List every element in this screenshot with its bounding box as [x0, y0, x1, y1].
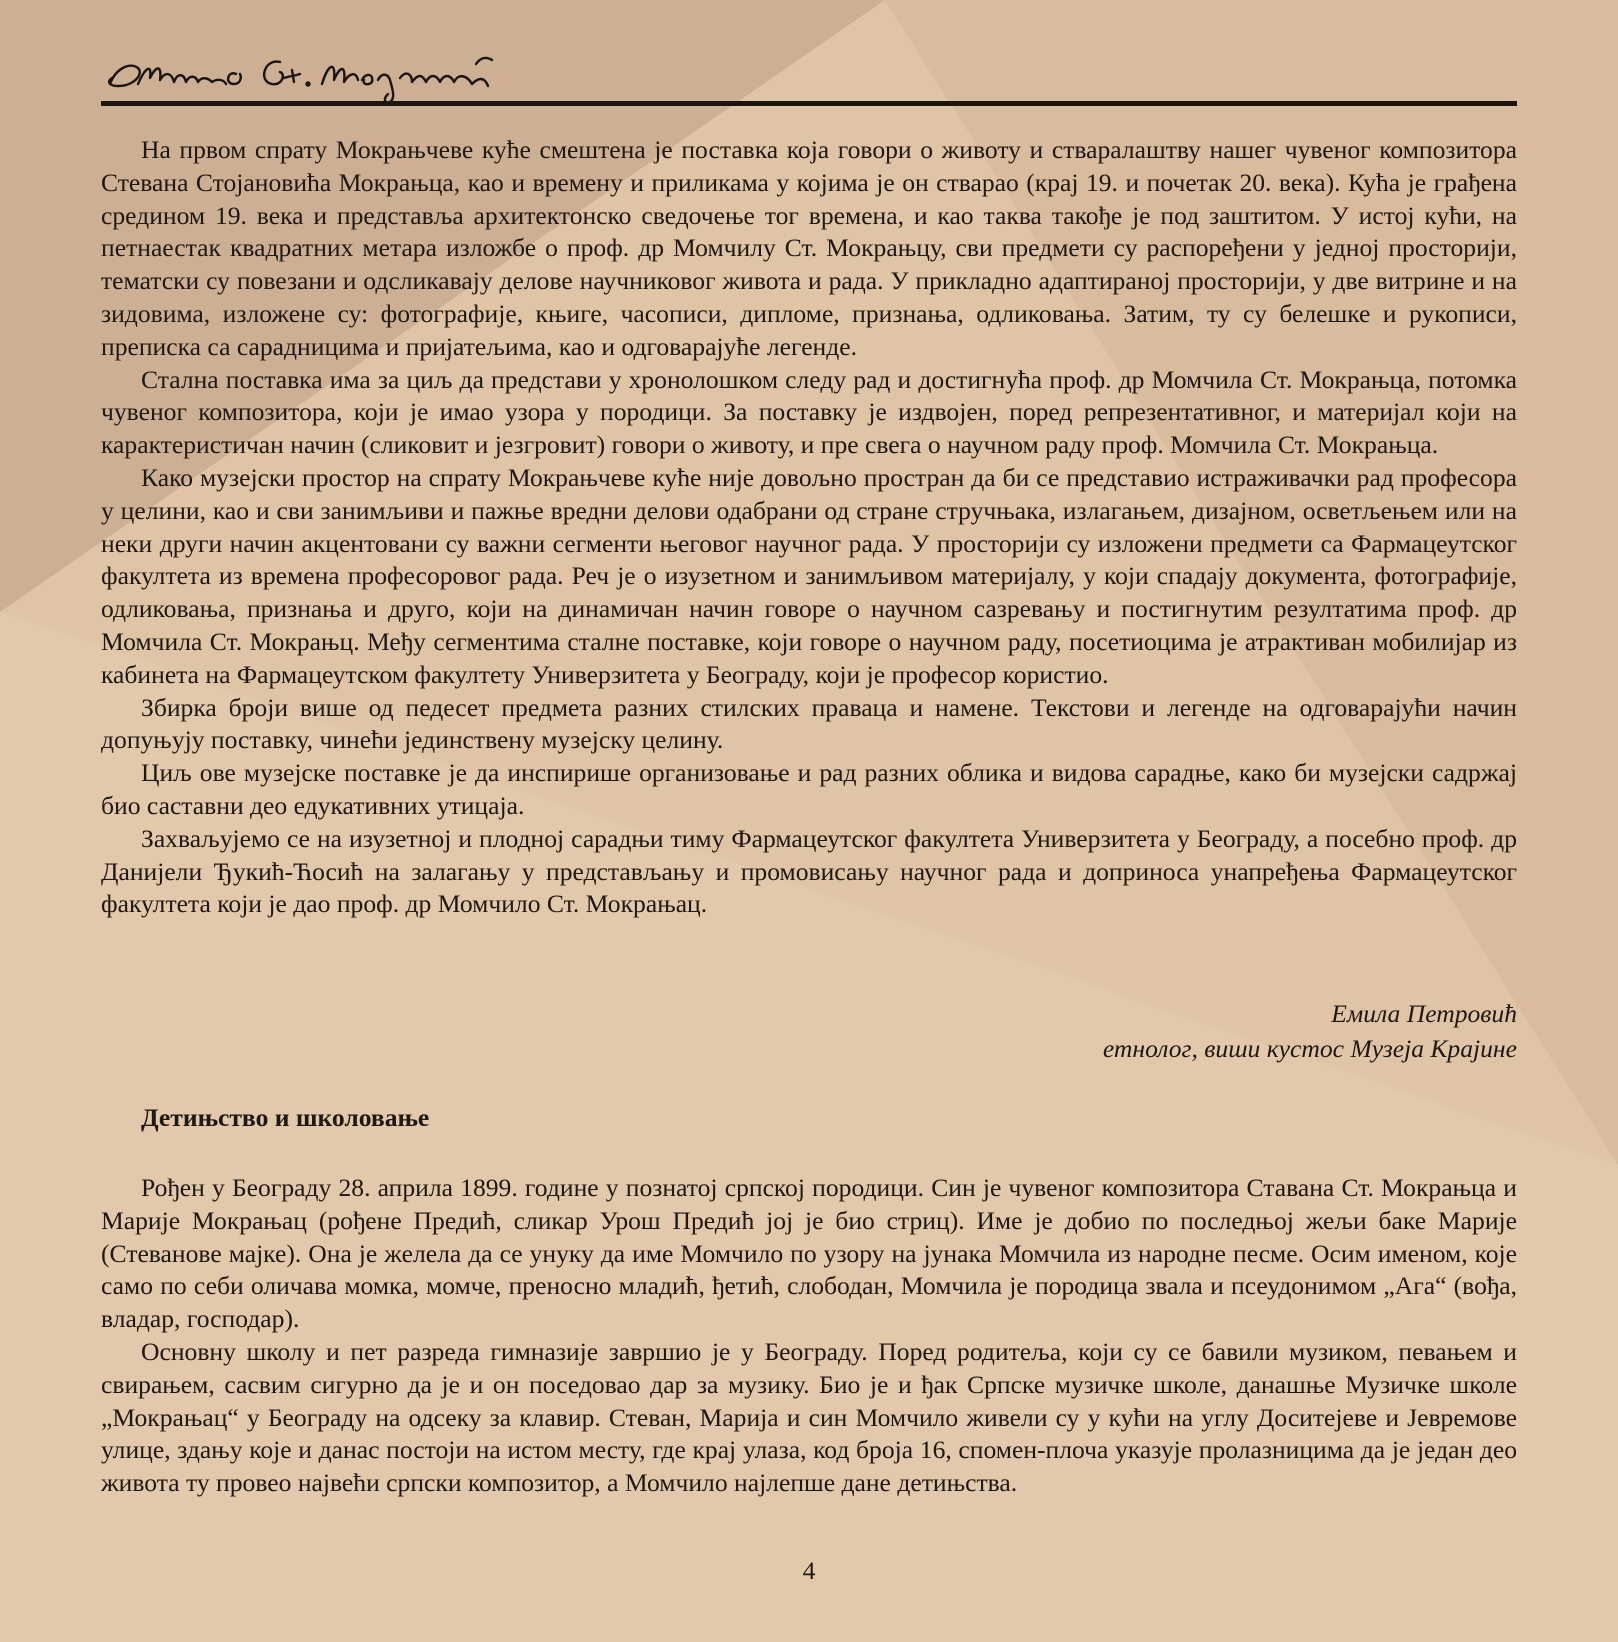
header-rule	[101, 101, 1517, 106]
paragraph: Збирка броји више од педесет предмета разних стилских праваца и намене. Текстови и легенде на одговарајући начин допуњују поставку, чинећи јединствену музејску целину.	[101, 692, 1517, 755]
page-number: 4	[802, 1556, 816, 1585]
paragraph: Стална поставка има за циљ да представи у хронолошком следу рад и достигнућа проф. др Момчила Ст. Мокрањца, потомка чувеног композитора, који је имао узора у породици. За поставку је издвојен, поред репрезентативног, и материјал који на карактеристичан начин (сликовит и језгровит) говори о животу, и пре свега о научном раду проф. Момчила Ст. Мокрањца.	[101, 364, 1517, 460]
author-title: етнолог, виши кустос Музеја Крајине	[1102, 1034, 1517, 1063]
paragraph: Циљ ове музејске поставке је да инспирише организовање и рад разних облика и видова сарадње, како би музејски садржај био саставни део едукативних утицаја.	[101, 758, 1517, 820]
section-childhood	[101, 1172, 1517, 1500]
paragraph: Основну школу и пет разреда гимназије завршио је у Београду. Поред родитеља, који су се бавили музиком, певањем и свирањем, сасвим сигурно да је и он поседовао дар за музику. Био је и ђак Српске музичке школе, данашње Музичке школе „Мокрањац“ у Београду на одсеку за клавир. Стеван, Марија и син Момчило живели су у кући на углу Доситејеве и Јевремове улице, здању које и данас постоји на истом месту, где крај улаза, код броја 16, спомен-плоча указује пролазницима да је један део живота ту провео највећи српски композитор, а Момчило најлепше дане детињства.	[101, 1336, 1517, 1498]
section-heading: Детињство и школовање	[141, 1103, 430, 1132]
handwritten-signature	[100, 44, 530, 106]
paragraph: На првом спрату Мокрањчеве куће смештена је поставка која говори о животу и стваралаштву нашег чувеног композитора Стевана Стојановића Мокрањца, као и времену и приликама у којима је он стварао (крај 19. и почетак 20. века). Кућа је грађена средином 19. века и представља архитектонско сведочење тог времена, и као таква такође је под заштитом. У истој кући, на петнаестак квадратних метара изложбе о проф. др Момчилу Ст. Мокрањцу, сви предмети су распоређени у једној просторији, тематски су повезани и одсликавају делове научниковог живота и рада. У прикладно адаптираној просторији, у две витрине и на зидовима, изложене су: фотографије, књиге, часописи, дипломе, признања, одликовања. Затим, ту су белешке и рукописи, преписка са сарадницима и пријатељима, као и одговарајуће легенде.	[101, 135, 1517, 361]
paragraph: Захваљујемо се на изузетној и плодној сарадњи тиму Фармацеутског факултета Универзитета у Београду, а посебно проф. др Данијели Ђукић-Ћосић на залагању у представљању и промовисању научног рада и доприноса унапређења Фармацеутског факултета који је дао проф. др Момчило Ст. Мокрањац.	[101, 823, 1517, 919]
author-name: Емила Петровић	[1331, 999, 1517, 1028]
paragraph: Рођен у Београду 28. априла 1899. године у познатој српској породици. Син је чувеног композитора Ставана Ст. Мокрањца и Марије Мокрањац (рођене Предић, сликар Урош Предић јој је био стриц). Име је добио по последњој жељи баке Марије (Стеванове мајке). Она је желела да се унуку да име Момчило по узору на јунака Момчила из народне песме. Осим именом, које само по себи оличава момка, момче, преносно младић, ђетић, слободан, Момчила је породица звала и псеудонимом „Ага“ (вођа, владар, господар).	[101, 1173, 1517, 1334]
signature-logo	[100, 44, 530, 106]
section-intro	[101, 134, 1517, 921]
paragraph: Како музејски простор на спрату Мокрањчеве куће није довољно простран да би се представио истраживачки рад професора у целини, као и сви занимљиви и пажње вредни делови одабрани од стране стручњака, излагањем, дизајном, осветљењем или на неки други начин акцентовани су важни сегменти његовог научног рада. У просторији су изложени предмети са Фармацеутског факултета из времена професоровог рада. Реч је о изузетном и занимљивом материјалу, у који спадају документа, фотографије, одликовања, признања и друго, који на динамичан начин говоре о научном сазревању и постигнутим резултатима проф. др Момчила Ст. Мокрањц. Међу сегментима сталне поставке, који говоре о научном раду, посетиоцима је атрактиван мобилијар из кабинета на Фармацеутском факултету Универзитета у Београду, који је професор користио.	[101, 462, 1517, 689]
author-block	[101, 996, 1517, 1066]
